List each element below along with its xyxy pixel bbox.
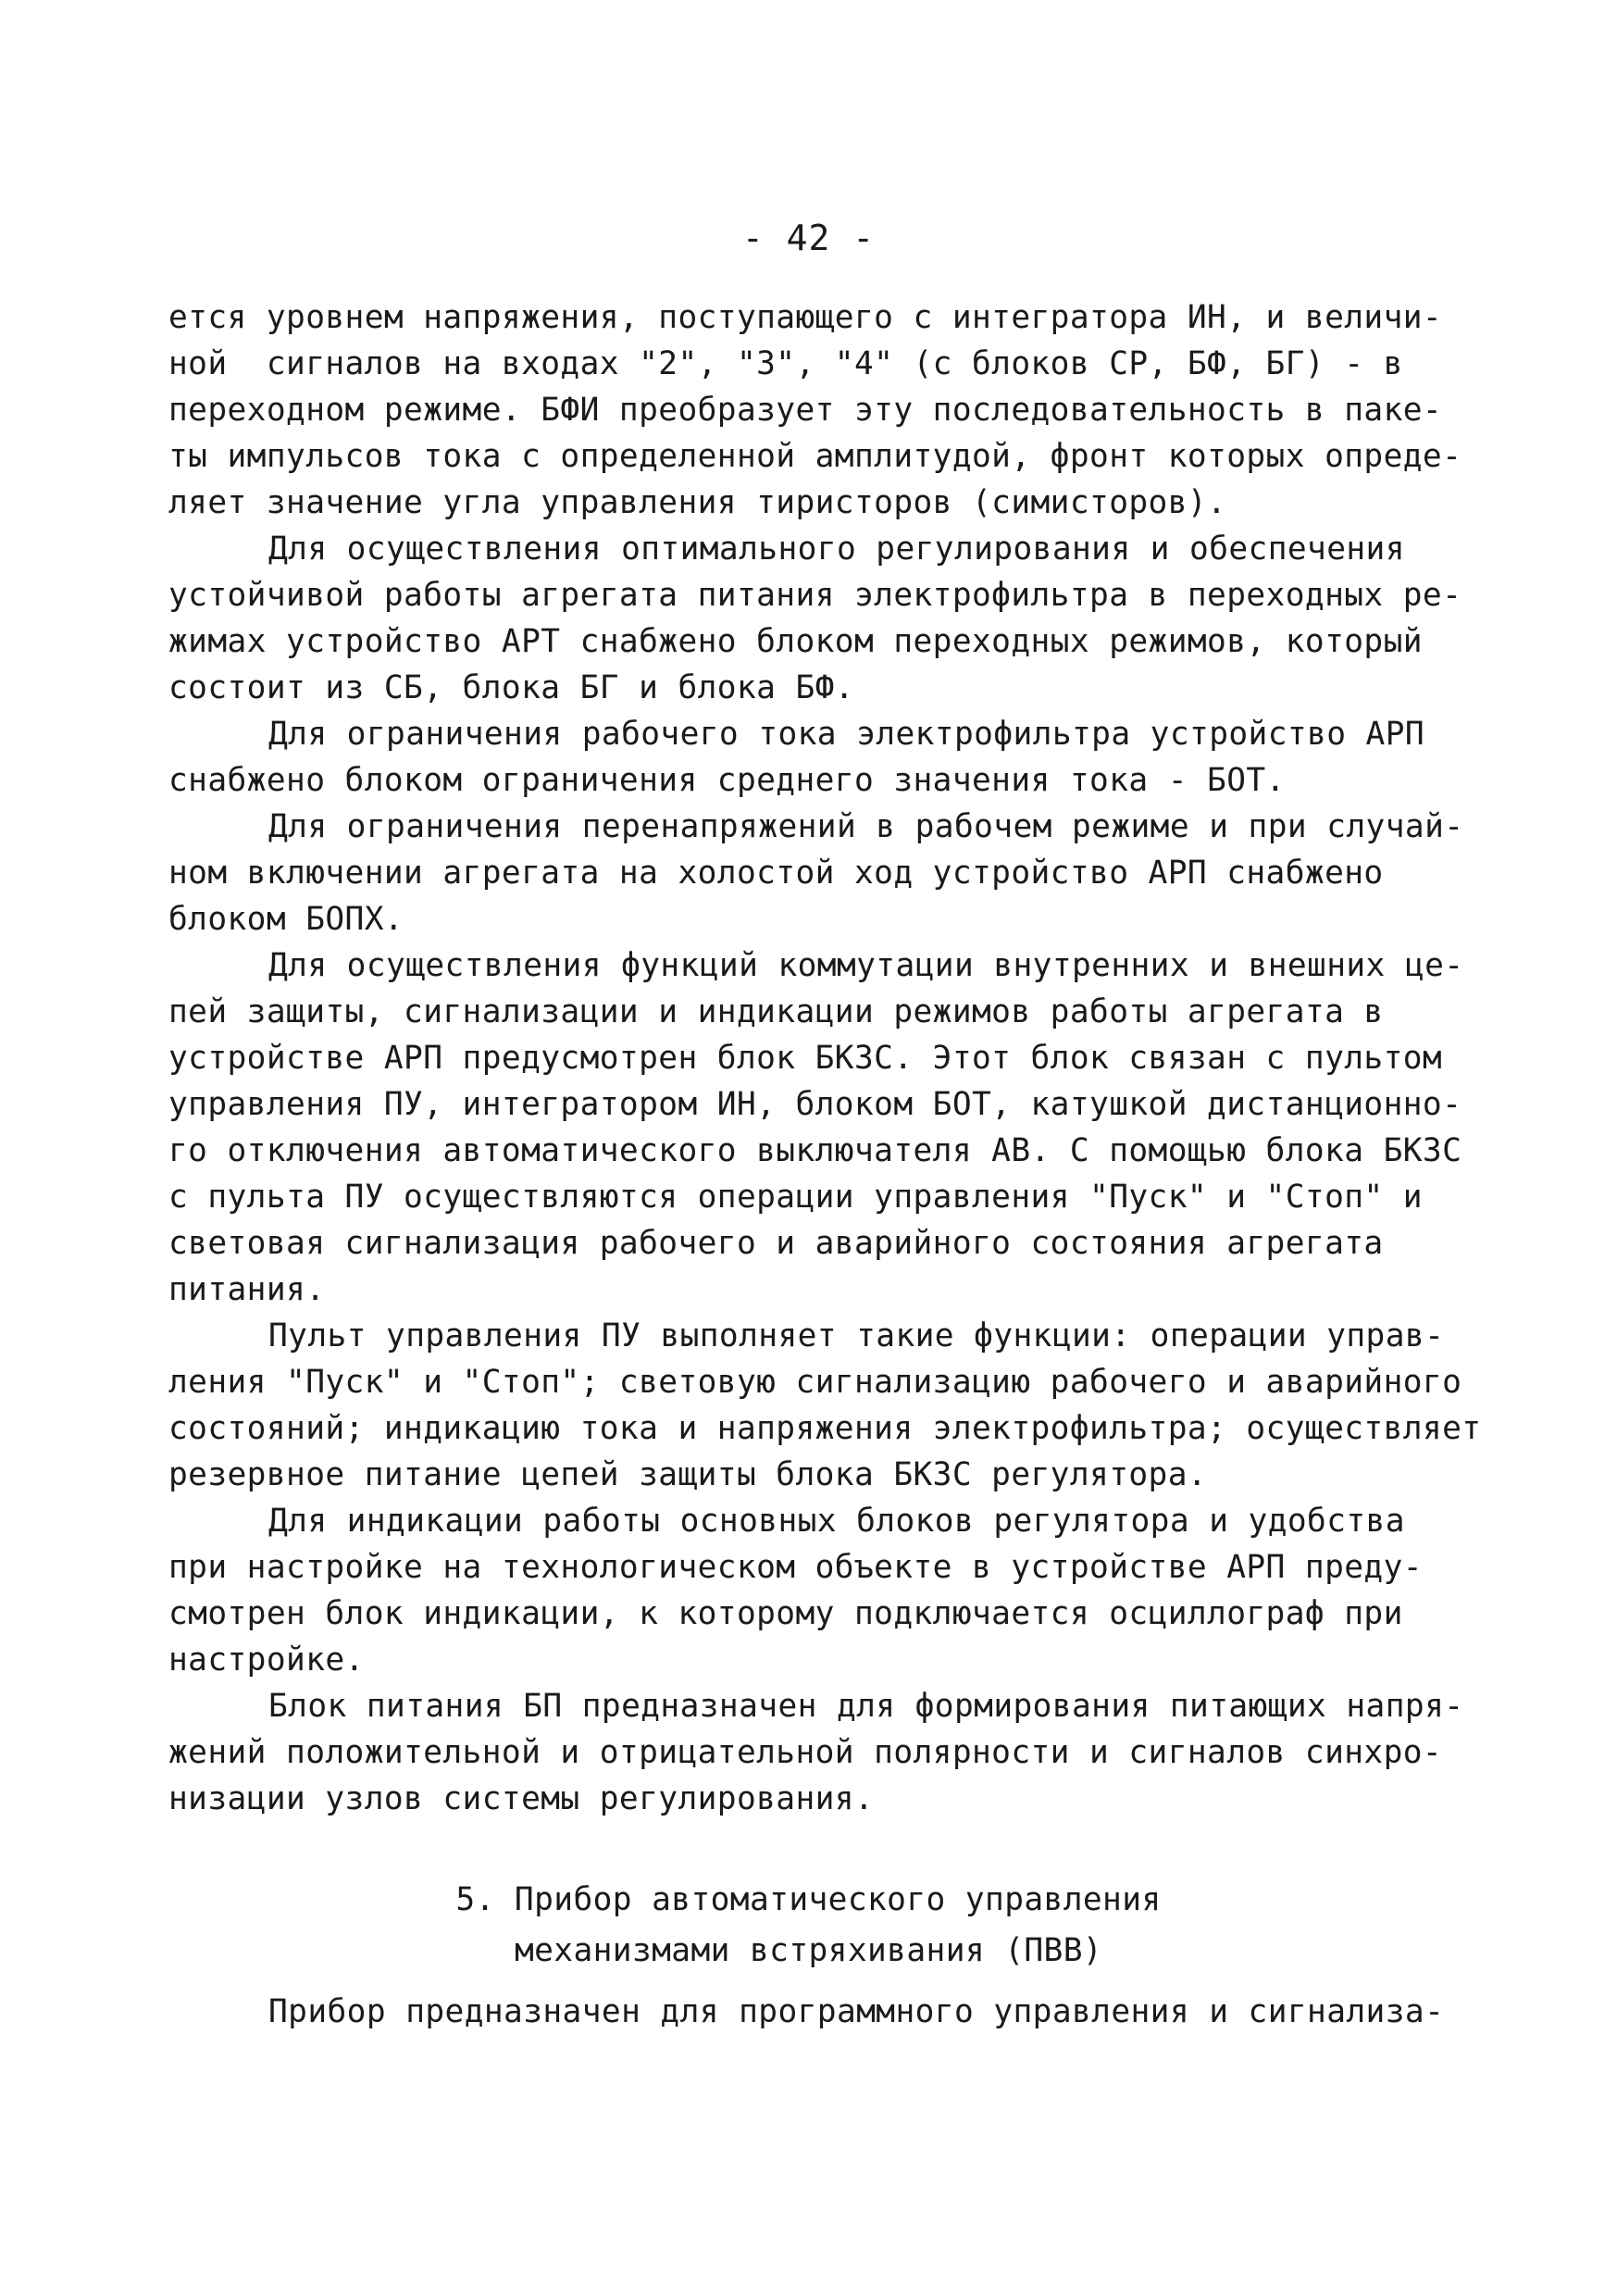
text-line: ном включении агрегата на холостой ход устройство АРП снабжено	[168, 855, 1384, 892]
text-line: жимах устройство АРТ снабжено блоком переходных режимов, который	[168, 623, 1423, 660]
text-line: Для осуществления функций коммутации внутренних и внешних це-	[268, 947, 1464, 984]
body-text	[168, 294, 1483, 1822]
section-heading-line-1: 5. Прибор автоматического управления	[455, 1881, 1162, 1918]
text-line: снабжено блоком ограничения среднего значения тока - БОТ.	[168, 762, 1286, 799]
text-line: состоит из СБ, блока БГ и блока БФ.	[168, 669, 854, 706]
text-line: ляет значение угла управления тиристоров (симисторов).	[168, 484, 1227, 521]
text-line: управления ПУ, интегратором ИН, блоком БОТ, катушкой дистанционно-	[168, 1086, 1462, 1123]
text-line: Для осуществления оптимального регулирования и обеспечения	[268, 530, 1405, 568]
paragraph-1	[168, 294, 1483, 526]
paragraph-7	[168, 1498, 1483, 1683]
text-line: го отключения автоматического выключателя АВ. С помощью блока БКЗС	[168, 1132, 1462, 1169]
text-line: ной сигналов на входах "2", "3", "4" (с блоков СР, БФ, БГ) - в	[168, 345, 1403, 382]
paragraph-6	[168, 1313, 1483, 1498]
text-line: смотрен блок индикации, к которому подключается осциллограф при	[168, 1595, 1403, 1632]
section-heading	[0, 1875, 1617, 1977]
text-line: Для ограничения рабочего тока электрофильтра устройство АРП	[268, 716, 1425, 753]
text-line: жений положительной и отрицательной полярности и сигналов синхро-	[168, 1734, 1443, 1771]
page-number: - 42 -	[741, 218, 876, 258]
text-line: световая сигнализация рабочего и аварийного состояния агрегата	[168, 1225, 1384, 1262]
text-line: питания.	[168, 1271, 326, 1308]
text-line: при настройке на технологическом объекте в устройстве АРП преду-	[168, 1549, 1423, 1586]
paragraph-5	[168, 942, 1483, 1313]
text-line: устойчивой работы агрегата питания электрофильтра в переходных ре-	[168, 577, 1462, 614]
paragraph-3	[168, 711, 1483, 804]
section-intro	[168, 1989, 1483, 2035]
paragraph-4	[168, 804, 1483, 942]
text-line: переходном режиме. БФИ преобразует эту последовательность в паке-	[168, 392, 1443, 429]
text-line: Для ограничения перенапряжений в рабочем режиме и при случай-	[268, 808, 1464, 845]
text-line: ления "Пуск" и "Стоп"; световую сигнализацию рабочего и аварийного	[168, 1364, 1462, 1401]
text-line: настройке.	[168, 1641, 365, 1678]
text-line: ты импульсов тока с определенной амплитудой, фронт которых опреде-	[168, 438, 1462, 475]
text-line: устройстве АРП предусмотрен блок БКЗС. Этот блок связан с пультом	[168, 1040, 1443, 1077]
text-line: пей защиты, сигнализации и индикации режимов работы агрегата в	[168, 993, 1384, 1030]
text-line: резервное питание цепей защиты блока БКЗС регулятора.	[168, 1456, 1208, 1493]
text-line: Блок питания БП предназначен для формирования питающих напря-	[268, 1688, 1464, 1725]
text-line: Прибор предназначен для программного управления и сигнализа-	[268, 1993, 1445, 2030]
paragraph-2	[168, 526, 1483, 711]
text-line: блоком БОПХ.	[168, 901, 404, 938]
text-line: Пульт управления ПУ выполняет такие функции: операции управ-	[268, 1317, 1445, 1354]
paragraph-8	[168, 1683, 1483, 1822]
text-line: Для индикации работы основных блоков регулятора и удобства	[268, 1503, 1405, 1540]
text-line: с пульта ПУ осуществляются операции управления "Пуск" и "Стоп" и	[168, 1179, 1423, 1216]
text-line: состояний; индикацию тока и напряжения электрофильтра; осуществляет	[168, 1410, 1482, 1447]
section-heading-line-2: механизмами встряхивания (ПВВ)	[514, 1932, 1103, 1969]
text-line: ется уровнем напряжения, поступающего с интегратора ИН, и величи-	[168, 299, 1443, 336]
text-line: низации узлов системы регулирования.	[168, 1780, 875, 1817]
